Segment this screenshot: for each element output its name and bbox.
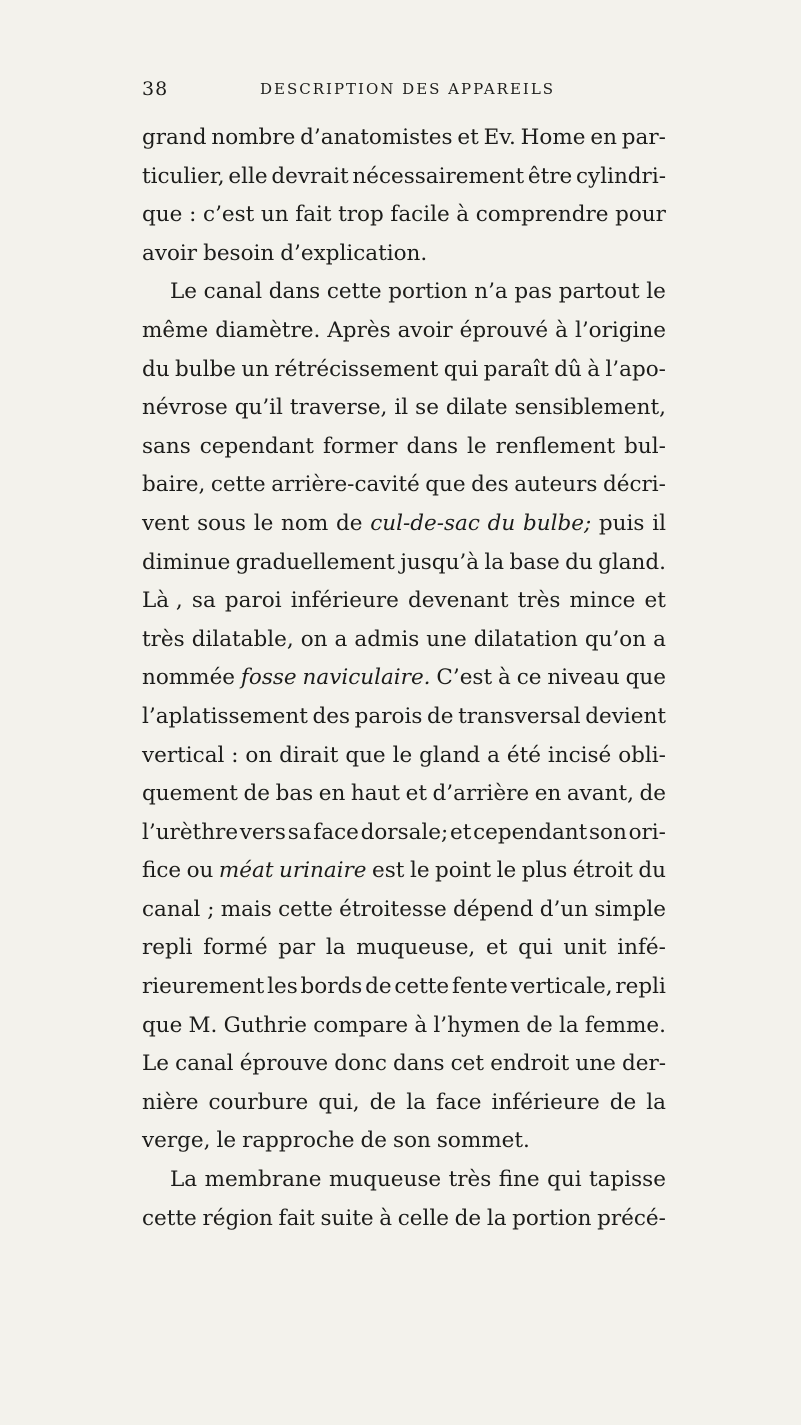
word: est — [372, 858, 405, 884]
word: qu’il — [234, 395, 283, 421]
word: très — [517, 588, 561, 614]
word: cette — [142, 1205, 197, 1231]
word: le — [467, 433, 487, 459]
word: névrose — [142, 395, 228, 421]
word: arrière-cavité — [271, 472, 420, 498]
word: et — [450, 819, 472, 845]
word: par — [278, 935, 316, 961]
word: diminue — [142, 549, 231, 575]
word: dilatable, — [191, 626, 294, 652]
word: l’origine — [574, 317, 666, 343]
word: urinaire — [278, 858, 367, 884]
text-line — [142, 544, 666, 583]
word: étroitesse — [339, 896, 447, 922]
word: être — [527, 163, 573, 189]
word: sensiblement, — [514, 395, 666, 421]
word: la — [406, 1089, 426, 1115]
word: que — [345, 742, 386, 768]
word: mince — [569, 588, 636, 614]
word: Là , — [142, 588, 183, 614]
word: de — [335, 510, 363, 536]
word: celle — [397, 1205, 449, 1231]
word: une — [426, 626, 467, 652]
word: des — [312, 703, 351, 729]
body-text — [142, 119, 666, 1238]
word: dans — [268, 279, 321, 305]
word: cependant — [199, 433, 314, 459]
word: décri- — [603, 472, 666, 498]
word: Guthrie — [223, 1012, 307, 1038]
text-line — [142, 1084, 666, 1123]
word: cette — [210, 472, 266, 498]
word: der- — [621, 1051, 666, 1077]
word: repli — [615, 974, 666, 1000]
word: d’explication. — [280, 240, 428, 266]
word: parois — [354, 703, 423, 729]
text-line — [142, 312, 666, 351]
word: mais — [220, 896, 272, 922]
word: tapisse — [589, 1167, 666, 1193]
word: rapproche — [242, 1128, 355, 1154]
word: on — [245, 742, 273, 768]
text-line — [142, 196, 666, 235]
text-line — [142, 775, 666, 814]
word: canal — [175, 1051, 234, 1077]
word: la — [325, 935, 346, 961]
word: elle — [228, 163, 268, 189]
word: M. — [188, 1012, 218, 1038]
text-line — [142, 1161, 666, 1200]
word: le — [409, 858, 430, 884]
word: traverse, — [289, 395, 388, 421]
word: bulbe; — [522, 510, 592, 536]
page-header — [142, 78, 672, 108]
word: renflement — [495, 433, 616, 459]
word: cependant — [473, 819, 588, 845]
word: éprouve — [239, 1051, 329, 1077]
word: portion — [388, 279, 468, 305]
word: diamètre. — [215, 317, 321, 343]
word: rieurement — [142, 974, 265, 1000]
word: l’urèthre — [142, 819, 239, 845]
word: trop — [338, 202, 384, 228]
word: dans — [406, 433, 458, 459]
text-line — [142, 698, 666, 737]
word: dirait — [279, 742, 339, 768]
word: incisé — [547, 742, 612, 768]
word: cette — [394, 974, 450, 1000]
word: ou — [186, 858, 214, 884]
word: obli- — [618, 742, 666, 768]
word: un — [241, 356, 270, 382]
word: base — [509, 549, 560, 575]
word: ori- — [628, 819, 666, 845]
word: de — [369, 1089, 397, 1115]
word: fosse — [240, 665, 297, 691]
word: dorsale; — [360, 819, 449, 845]
word: que — [142, 1012, 183, 1038]
word: le — [496, 858, 517, 884]
word: cul-de-sac — [370, 510, 480, 536]
word: fente — [451, 974, 508, 1000]
word: avoir — [397, 317, 453, 343]
word: jusqu’à — [400, 549, 480, 575]
text-line — [142, 968, 666, 1007]
word: donc — [334, 1051, 387, 1077]
word: muqueuse, — [356, 935, 476, 961]
word: très — [142, 626, 185, 652]
word: niveau — [547, 665, 620, 691]
text-line — [142, 389, 666, 428]
text-line — [142, 929, 666, 968]
word: ce — [516, 665, 542, 691]
word: a — [334, 626, 348, 652]
word: vent — [142, 510, 190, 536]
word: Le — [142, 1051, 170, 1077]
word: Le — [170, 279, 198, 305]
text-line — [142, 1007, 666, 1046]
word: endroit — [490, 1051, 570, 1077]
word: se — [415, 395, 439, 421]
word: bul- — [624, 433, 666, 459]
word: c’est — [203, 202, 255, 228]
word: d’arrière — [432, 781, 530, 807]
word: d’anatomistes — [300, 125, 453, 150]
word: du — [487, 510, 516, 536]
word: d’un — [539, 896, 589, 922]
word: du — [142, 356, 170, 382]
word: nommée — [142, 665, 236, 691]
word: face — [435, 1089, 482, 1115]
word: auteurs — [514, 472, 598, 498]
word: cylindri- — [576, 163, 666, 189]
word: naviculaire. — [302, 665, 431, 691]
word: les — [267, 974, 298, 1000]
word: La — [170, 1167, 198, 1193]
word: portion — [512, 1205, 592, 1231]
word: pas — [514, 279, 553, 305]
word: grand — [142, 125, 207, 150]
word: ticulier, — [142, 163, 225, 189]
word: qui — [443, 356, 479, 382]
word: en — [590, 125, 617, 150]
word: des — [471, 472, 509, 498]
word: le — [253, 510, 274, 536]
word: l’apo- — [605, 356, 666, 382]
word: repli — [142, 935, 193, 961]
text-line — [142, 814, 666, 853]
word: besoin — [203, 240, 275, 266]
word: paroi — [224, 588, 282, 614]
word: à — [414, 1012, 428, 1038]
word: puis — [598, 510, 645, 536]
word: bulbe — [175, 356, 236, 382]
word: nière — [142, 1089, 199, 1115]
word: bords — [300, 974, 363, 1000]
word: cet — [450, 1051, 485, 1077]
word: méat — [218, 858, 274, 884]
word: son — [589, 819, 627, 845]
word: haut — [350, 781, 401, 807]
word: de — [243, 781, 270, 807]
text-line — [142, 1122, 666, 1161]
word: baire, — [142, 472, 206, 498]
word: sans — [142, 433, 191, 459]
word: membrane — [204, 1167, 322, 1193]
word: dépend — [452, 896, 534, 922]
word: même — [142, 317, 209, 343]
text-line — [142, 158, 666, 197]
word: le — [646, 279, 666, 305]
word: plus — [521, 858, 568, 884]
word: point — [435, 858, 492, 884]
word: nécessairement — [352, 163, 525, 189]
word: avant, — [566, 781, 634, 807]
text-line — [142, 235, 666, 274]
word: du — [638, 858, 666, 884]
word: Home — [520, 125, 586, 150]
word: éprouvé — [459, 317, 549, 343]
word: à — [456, 202, 470, 228]
word: dilate — [445, 395, 508, 421]
word: formé — [203, 935, 268, 961]
word: devient — [585, 703, 666, 729]
word: l’aplatissement — [142, 703, 308, 729]
word: la — [646, 1089, 666, 1115]
word: dilatation — [473, 626, 578, 652]
word: du — [565, 549, 593, 575]
word: gland — [419, 742, 481, 768]
page-number: 38 — [142, 78, 169, 100]
word: courbure — [208, 1089, 309, 1115]
word: que : — [142, 202, 197, 228]
word: transversal — [458, 703, 581, 729]
word: femme. — [584, 1012, 666, 1038]
word: un — [260, 202, 289, 228]
word: facile — [390, 202, 450, 228]
word: vers — [239, 819, 286, 845]
word: à — [498, 665, 511, 691]
word: il — [652, 510, 666, 536]
word: que — [425, 472, 466, 498]
word: qui — [547, 1167, 582, 1193]
word: Ev. — [483, 125, 516, 150]
word: qui — [518, 935, 553, 961]
text-line — [142, 273, 666, 312]
word: son — [393, 1128, 431, 1154]
word: compare — [313, 1012, 409, 1038]
word: cette — [278, 896, 333, 922]
word: verticale, — [510, 974, 613, 1000]
word: de — [526, 1012, 553, 1038]
word: dû — [554, 356, 582, 382]
word: vertical : — [142, 742, 239, 768]
word: à — [587, 356, 601, 382]
word: région — [202, 1205, 273, 1231]
word: fine — [498, 1167, 540, 1193]
word: devenant — [408, 588, 509, 614]
text-line — [142, 621, 666, 660]
word: admis — [354, 626, 420, 652]
text-line — [142, 466, 666, 505]
word: sa — [191, 588, 216, 614]
word: la — [558, 1012, 579, 1038]
word: muqueuse — [328, 1167, 442, 1193]
word: gland. — [598, 549, 666, 575]
word: n’a — [474, 279, 508, 305]
word: infé- — [617, 935, 666, 961]
word: il — [394, 395, 409, 421]
word: on — [300, 626, 328, 652]
word: former — [322, 433, 398, 459]
word: face — [313, 819, 359, 845]
word: rétrécissement — [274, 356, 439, 382]
word: une — [575, 1051, 616, 1077]
word: par- — [621, 125, 666, 150]
text-line — [142, 852, 666, 891]
word: dans — [393, 1051, 445, 1077]
text-line — [142, 1200, 666, 1239]
word: qu’on — [584, 626, 647, 652]
word: C’est — [436, 665, 493, 691]
word: nom — [281, 510, 329, 536]
text-line — [142, 1045, 666, 1084]
text-line — [142, 582, 666, 621]
word: et — [457, 125, 479, 150]
word: verge, — [142, 1128, 211, 1154]
word: et — [644, 588, 666, 614]
word: fait — [278, 1205, 315, 1231]
text-line — [142, 351, 666, 390]
word: à — [555, 317, 568, 343]
text-line — [142, 737, 666, 776]
word: de — [609, 1089, 637, 1115]
word: de — [454, 1205, 482, 1231]
text-line — [142, 119, 666, 158]
word: et — [486, 935, 508, 961]
word: partout — [558, 279, 640, 305]
word: étroit — [572, 858, 633, 884]
word: qui, — [318, 1089, 360, 1115]
word: très — [448, 1167, 492, 1193]
word: graduellement — [235, 549, 395, 575]
word: cette — [326, 279, 382, 305]
word: quement — [142, 781, 238, 807]
word: canal — [203, 279, 263, 305]
word: été — [506, 742, 541, 768]
word: canal ; — [142, 896, 215, 922]
word: en — [534, 781, 562, 807]
text-line — [142, 505, 666, 544]
word: sa — [287, 819, 312, 845]
word: inférieure — [290, 588, 399, 614]
word: de — [639, 781, 666, 807]
text-line — [142, 428, 666, 467]
word: paraît — [483, 356, 549, 382]
word: avoir — [142, 240, 198, 266]
word: de — [365, 974, 392, 1000]
word: a — [653, 626, 666, 652]
word: comprendre — [475, 202, 609, 228]
word: de — [360, 1128, 388, 1154]
word: sous — [197, 510, 246, 536]
word: et — [405, 781, 427, 807]
text-line — [142, 891, 666, 930]
word: sommet. — [436, 1128, 530, 1154]
word: la — [484, 549, 505, 575]
running-title: DESCRIPTION DES APPAREILS — [260, 80, 556, 98]
word: a — [487, 742, 500, 768]
word: de — [427, 703, 454, 729]
word: la — [486, 1205, 507, 1231]
word: suite — [320, 1205, 374, 1231]
word: devrait — [271, 163, 349, 189]
word: nombre — [211, 125, 296, 150]
word: en — [318, 781, 346, 807]
word: Après — [327, 317, 391, 343]
text-line — [142, 659, 666, 698]
word: bas — [275, 781, 314, 807]
word: que — [625, 665, 666, 691]
word: inférieure — [491, 1089, 600, 1115]
word: fice — [142, 858, 182, 884]
word: précé- — [597, 1205, 666, 1231]
word: simple — [594, 896, 666, 922]
word: le — [216, 1128, 237, 1154]
word: à — [379, 1205, 393, 1231]
word: l’hymen — [433, 1012, 521, 1038]
word: le — [392, 742, 413, 768]
word: pour — [615, 202, 666, 228]
word: fait — [295, 202, 332, 228]
word: unit — [563, 935, 607, 961]
